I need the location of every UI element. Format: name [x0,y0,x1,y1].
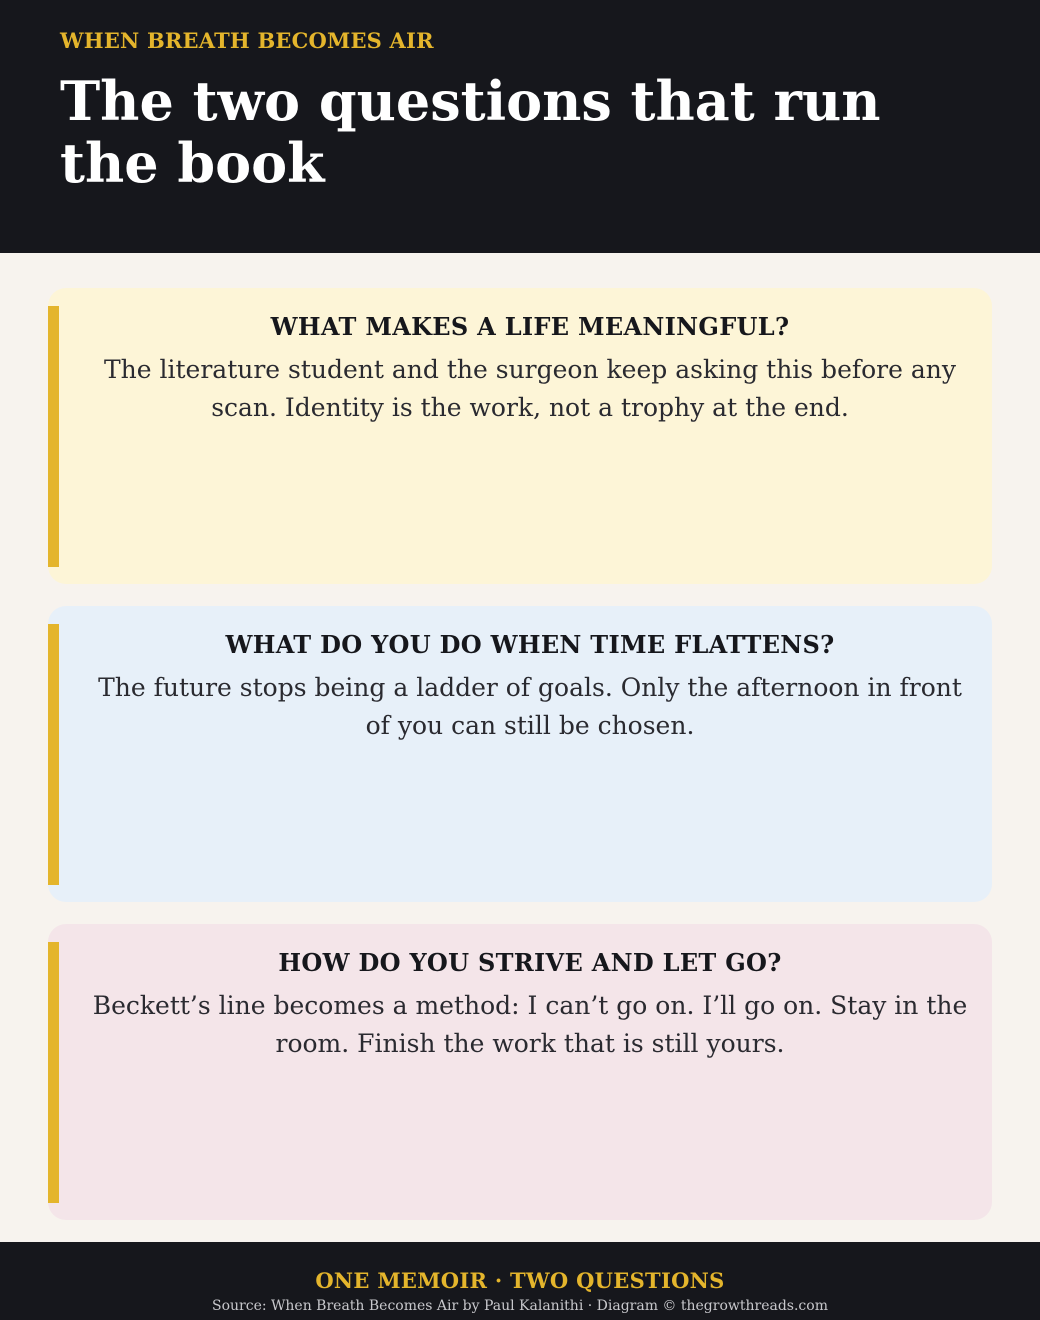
card-question: WHAT MAKES A LIFE MEANINGFUL? [270,312,790,341]
footer-title: ONE MEMOIR · TWO QUESTIONS [315,1268,725,1293]
header-banner [0,0,1040,253]
footer-source: Source: When Breath Becomes Air by Paul Kalanithi · Diagram © thegrowthreads.com [212,1298,828,1314]
footer-banner [0,1242,1040,1320]
card-answer: The literature student and the surgeon keep asking this before any scan. Identity is the work, not a trophy at the end. [103,355,956,422]
card-answer: Beckett’s line becomes a method: I can’t go on. I’ll go on. Stay in the room. Finish the work that is still yours. [92,991,968,1058]
question-card-meaning [48,288,992,584]
card-question: WHAT DO YOU DO WHEN TIME FLATTENS? [225,630,835,659]
accent-bar [48,306,59,567]
accent-bar [48,624,59,885]
question-card-strive [48,924,992,1220]
book-kicker: WHEN BREATH BECOMES AIR [60,28,434,53]
page-title: The two questions that run the book [60,69,881,195]
card-answer: The future stops being a ladder of goals. Only the afternoon in front of you can still be chosen. [98,673,962,740]
question-card-time [48,606,992,902]
accent-bar [48,942,59,1203]
card-question: HOW DO YOU STRIVE AND LET GO? [278,948,782,977]
